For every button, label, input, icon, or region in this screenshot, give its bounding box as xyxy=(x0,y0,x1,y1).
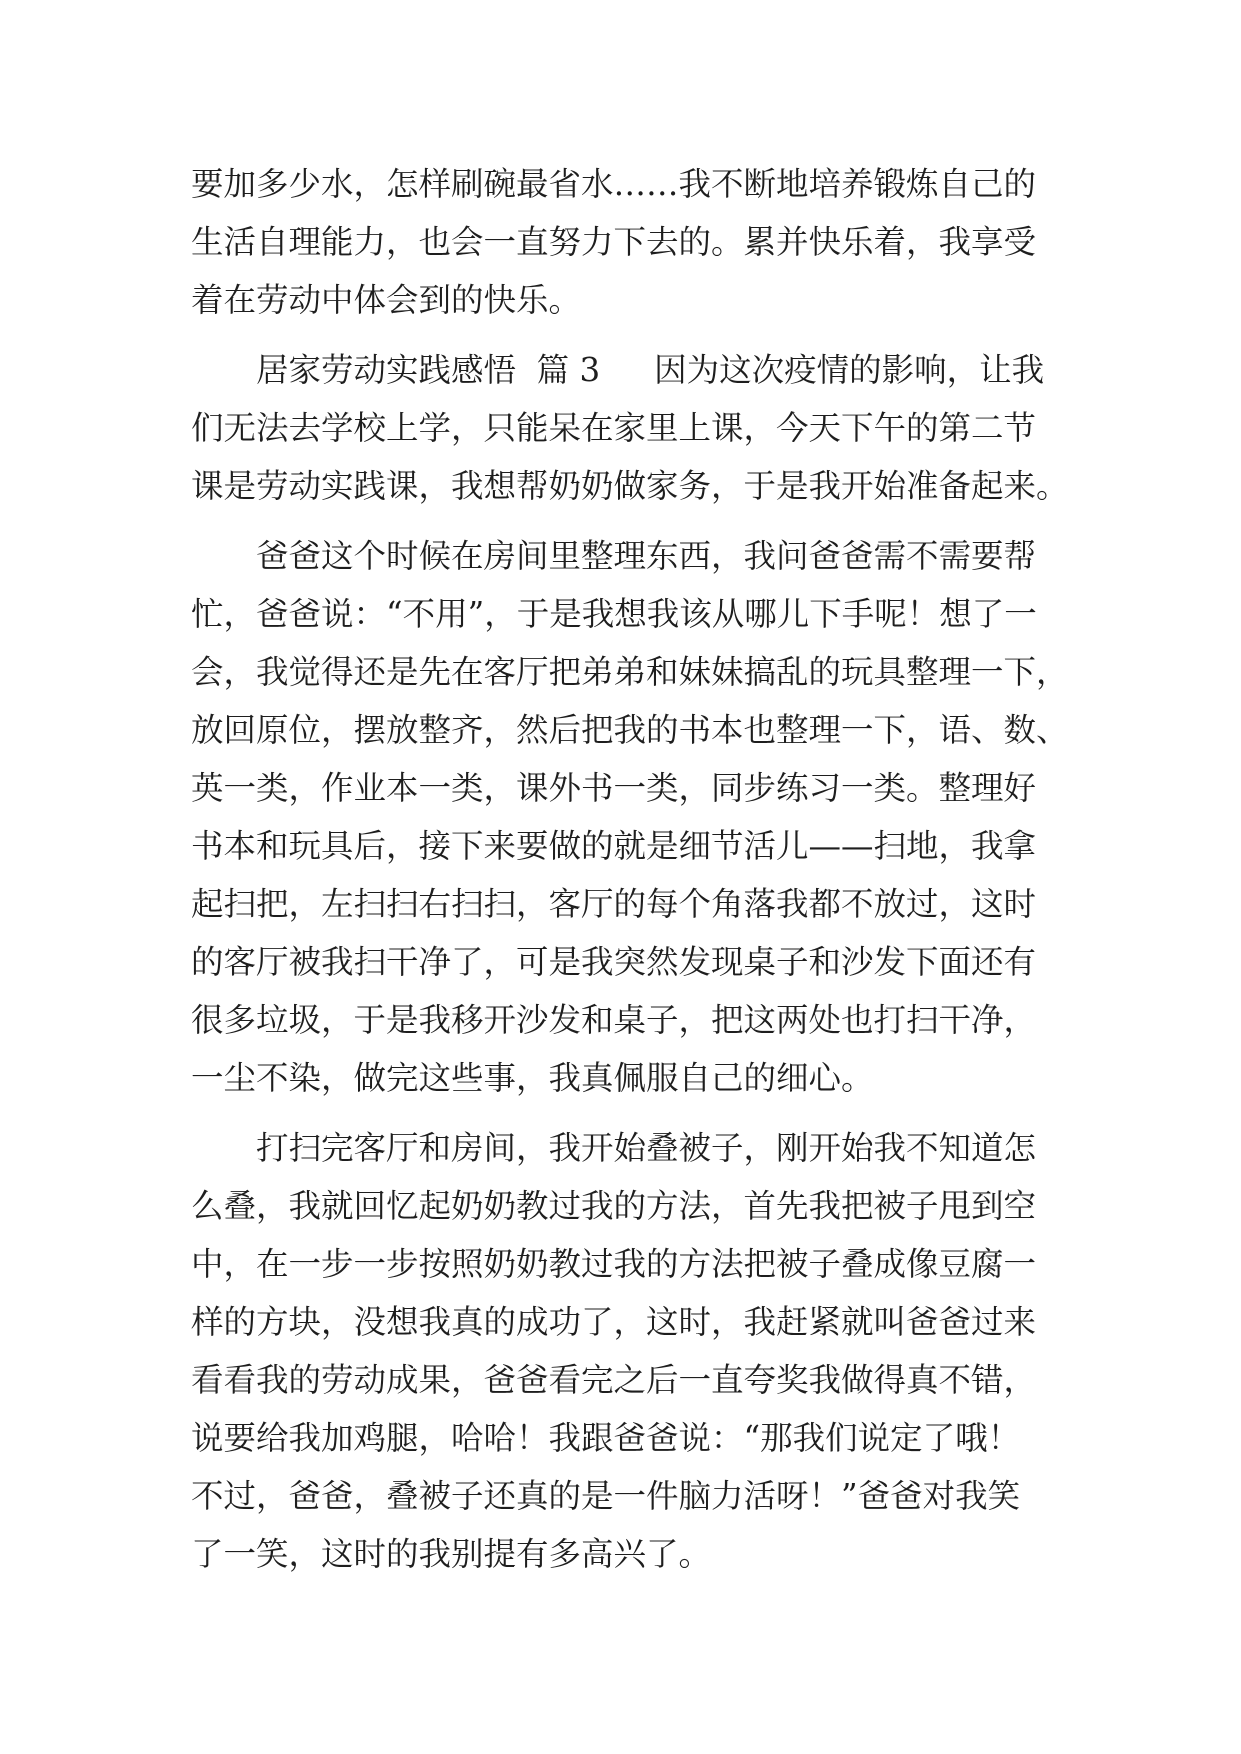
text-line: 了一笑，这时的我别提有多高兴了。 xyxy=(191,1535,712,1573)
paragraph xyxy=(191,527,1071,1107)
paragraph xyxy=(191,1119,1071,1583)
paragraph xyxy=(191,155,1071,329)
text-line: 们无法去学校上学，只能呆在家里上课，今天下午的第二节 xyxy=(191,409,1037,447)
text-line: 样的方块，没想我真的成功了，这时，我赶紧就叫爸爸过来 xyxy=(191,1303,1037,1341)
text-line: 看看我的劳动成果，爸爸看完之后一直夸奖我做得真不错， xyxy=(191,1361,1037,1399)
text-line: 会，我觉得还是先在客厅把弟弟和妹妹搞乱的玩具整理一下， xyxy=(191,653,1069,691)
text-line: 书本和玩具后，接下来要做的就是细节活儿——扫地，我拿 xyxy=(191,827,1037,865)
text-line: 放回原位，摆放整齐，然后把我的书本也整理一下，语、数、 xyxy=(191,711,1069,749)
text-line: 说要给我加鸡腿，哈哈！我跟爸爸说：“那我们说定了哦！ xyxy=(191,1419,1021,1457)
text-line: 打扫完客厅和房间，我开始叠被子，刚开始我不知道怎 xyxy=(256,1129,1037,1167)
document-body xyxy=(191,155,1071,1583)
text-line: 英一类，作业本一类，课外书一类，同步练习一类。整理好 xyxy=(191,769,1037,807)
text-line: 么叠，我就回忆起奶奶教过我的方法，首先我把被子甩到空 xyxy=(191,1187,1037,1225)
text-line: 忙，爸爸说：“不用”，于是我想我该从哪儿下手呢！想了一 xyxy=(191,595,1037,633)
paragraph xyxy=(191,341,1071,515)
text-line: 很多垃圾，于是我移开沙发和桌子，把这两处也打扫干净， xyxy=(191,1001,1037,1039)
section-heading: 居家劳动实践感悟 篇 3 xyxy=(256,351,601,389)
text-line: 一尘不染，做完这些事，我真佩服自己的细心。 xyxy=(191,1059,874,1097)
text-line: 生活自理能力，也会一直努力下去的。累并快乐着，我享受 xyxy=(191,223,1037,261)
text-line xyxy=(191,341,1071,399)
text-line: 课是劳动实践课，我想帮奶奶做家务，于是我开始准备起来。 xyxy=(191,467,1069,505)
text-line: 要加多少水，怎样刷碗最省水……我不断地培养锻炼自己的 xyxy=(191,165,1037,203)
text-segment: 因为这次疫情的影响，让我 xyxy=(654,351,1045,389)
text-line: 着在劳动中体会到的快乐。 xyxy=(191,281,582,319)
text-line: 不过，爸爸，叠被子还真的是一件脑力活呀！”爸爸对我笑 xyxy=(191,1477,1021,1515)
text-line: 爸爸这个时候在房间里整理东西，我问爸爸需不需要帮 xyxy=(256,537,1037,575)
text-line: 中，在一步一步按照奶奶教过我的方法把被子叠成像豆腐一 xyxy=(191,1245,1037,1283)
text-line: 起扫把，左扫扫右扫扫，客厅的每个角落我都不放过，这时 xyxy=(191,885,1037,923)
text-line: 的客厅被我扫干净了，可是我突然发现桌子和沙发下面还有 xyxy=(191,943,1037,981)
